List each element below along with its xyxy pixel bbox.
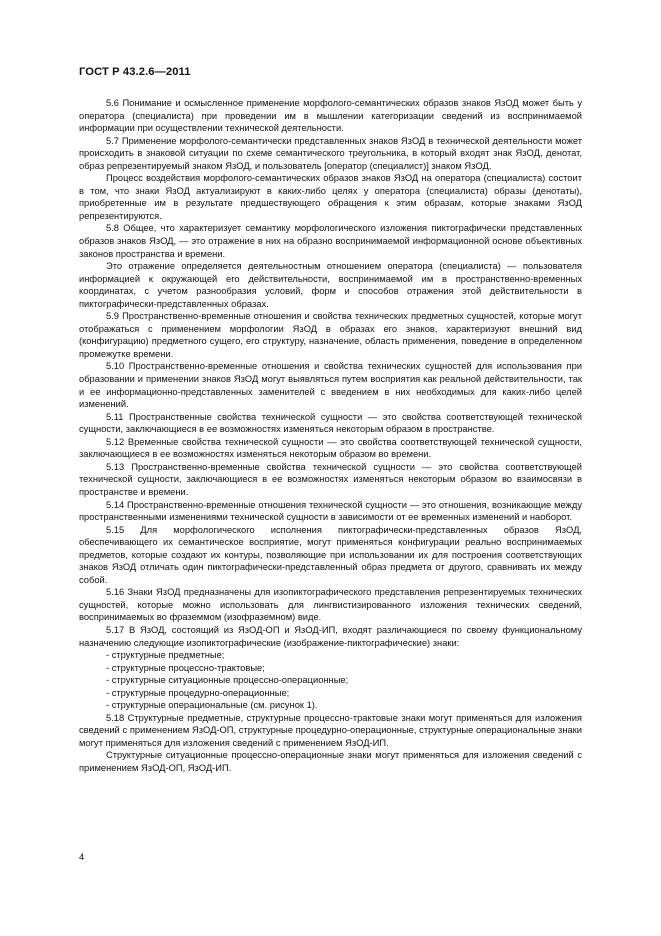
paragraph-5-10: 5.10 Пространственно-временные отношения и свойства технических сущностей для использования при образовании и применении знаков ЯзОД могут выявляться путем восприятия как реальной действительности, так и ее информационно-представленных заменителей с введением в них необходимых для каких-либо целей изменений. [79, 361, 582, 410]
list-item: - структурные процедурно-операционные; [106, 687, 290, 698]
paragraph-5-15: 5.15 Для морфологического исполнения пиктографически-представленных образов ЯзОД, обеспечивающего их семантическое восприятие, могут применяться конфигурации реально воспринимаемых предметов, которые создают их контуры, позволяющие при использовании их для построения соответствующих знаков ЯзОД отличать один пиктографически-представленный образ предмета от другого, сравнивать их между собой. [79, 524, 582, 585]
list-item: - структурные процессно-трактовые; [106, 662, 265, 673]
paragraph-process: Процесс воздействия морфолого-семантических образов знаков ЯзОД на оператора (специалиста) состоит в том, что знаки ЯзОД актуализируют в каких-либо целях у оператора (специалиста) образы (денотаты), приобретенные им в результате предшествующего обращения к этим образам, которые знаками ЯзОД репрезентируются. [79, 173, 582, 221]
document-header: ГОСТ Р 43.2.6—2011 [79, 66, 191, 78]
paragraph-5-17: 5.17 В ЯзОД, состоящий из ЯзОД-ОП и ЯзОД-ИП, входят различающиеся по своему функциональному назначению следующие изопиктографические (изображение-пиктографические) знаки: [79, 624, 582, 648]
paragraph-5-13: 5.13 Пространственно-временные свойства технической сущности — это свойства соответствующей технической сущности, заключающиеся в ее возможностях изменяться некоторым образом во взаимосвязи в пространстве и времени. [79, 461, 582, 497]
paragraph-5-8: 5.8 Общее, что характеризует семантику морфологического изложения пиктографически представленных образов знаков ЯзОД, — это отражение в них на образно воспринимаемой информационной основе объективных законов пространства и времени. [79, 223, 582, 259]
paragraph-5-9: 5.9 Пространственно-временные отношения и свойства технических предметных сущностей, которые могут отображаться с применением морфологии ЯзОД в образах его знаков, характеризуют внешний вид (конфигурацию) предметного сущего, его структуру, назначение, область применения, поведение в определенном промежутке времени. [79, 311, 582, 359]
paragraph-5-6: 5.6 Понимание и осмысленное применение морфолого-семантических образов знаков ЯзОД может быть у оператора (специалиста) при проведении им в мышлении категоризации сведений из воспринимаемой информации при осуществлении технической деятельности. [79, 98, 582, 134]
list-item: - структурные предметные; [106, 650, 225, 661]
paragraph-5-11: 5.11 Пространственные свойства технической сущности — это свойства соответствующей технической сущности, заключающиеся в ее возможностях изменяться некоторым образом в пространстве. [79, 411, 582, 435]
paragraph-reflection: Это отражение определяется деятельностным отношением оператора (специалиста) — пользователя информацией к окружающей его действительности, воспринимаемой им в пространственно-временных координатах, с учетом разнообразия условий, форм и способов отражения этой действительности в пиктографически-представленных образах. [79, 261, 582, 309]
page-number: 4 [79, 852, 85, 862]
paragraph-5-12: 5.12 Временные свойства технической сущности — это свойства соответствующей технической сущности, заключающиеся в ее возможностях изменяться некоторым образом во времени. [79, 436, 582, 460]
paragraph-5-16: 5.16 Знаки ЯзОД предназначены для изопиктографического представления репрезентируемых технических сущностей, которые можно использовать для лингвистизированного изложения технических сведений, воспринимаемых во фраземмом (изофраземном) виде. [79, 587, 582, 623]
paragraph-5-14: 5.14 Пространственно-временные отношения технической сущности — это отношения, возникающие между пространственными изменениями технической сущности в зависимости от ее временных изменений и наоборот. [79, 499, 582, 523]
paragraph-situational: Структурные ситуационные процессно-операционные знаки могут применяться для изложения сведений с применением ЯзОД-ОП, ЯзОД-ИП. [79, 750, 582, 773]
list-item: - структурные операциональные (см. рисунок 1). [106, 700, 318, 711]
paragraph-5-7: 5.7 Применение морфолого-семантически представленных знаков ЯзОД в технической деятельности может происходить в знаковой ситуации по схеме семантического треугольника, в который входят знак ЯзОД, денотат, образ репрезентируемый знаком ЯзОД, и пользователь [оператор (специалист)] знаком ЯзОД. [79, 135, 582, 171]
list-item: - структурные ситуационные процессно-операционные; [106, 675, 349, 686]
paragraph-5-18: 5.18 Структурные предметные, структурные процессно-трактовые знаки могут применяться для изложения сведений с применением ЯзОД-ОП, структурные процедурно-операционные, структурные операциональные знаки могут применяться для изложения сведений с применением ЯзОД-ИП. [79, 712, 582, 748]
document-body [79, 97, 582, 775]
